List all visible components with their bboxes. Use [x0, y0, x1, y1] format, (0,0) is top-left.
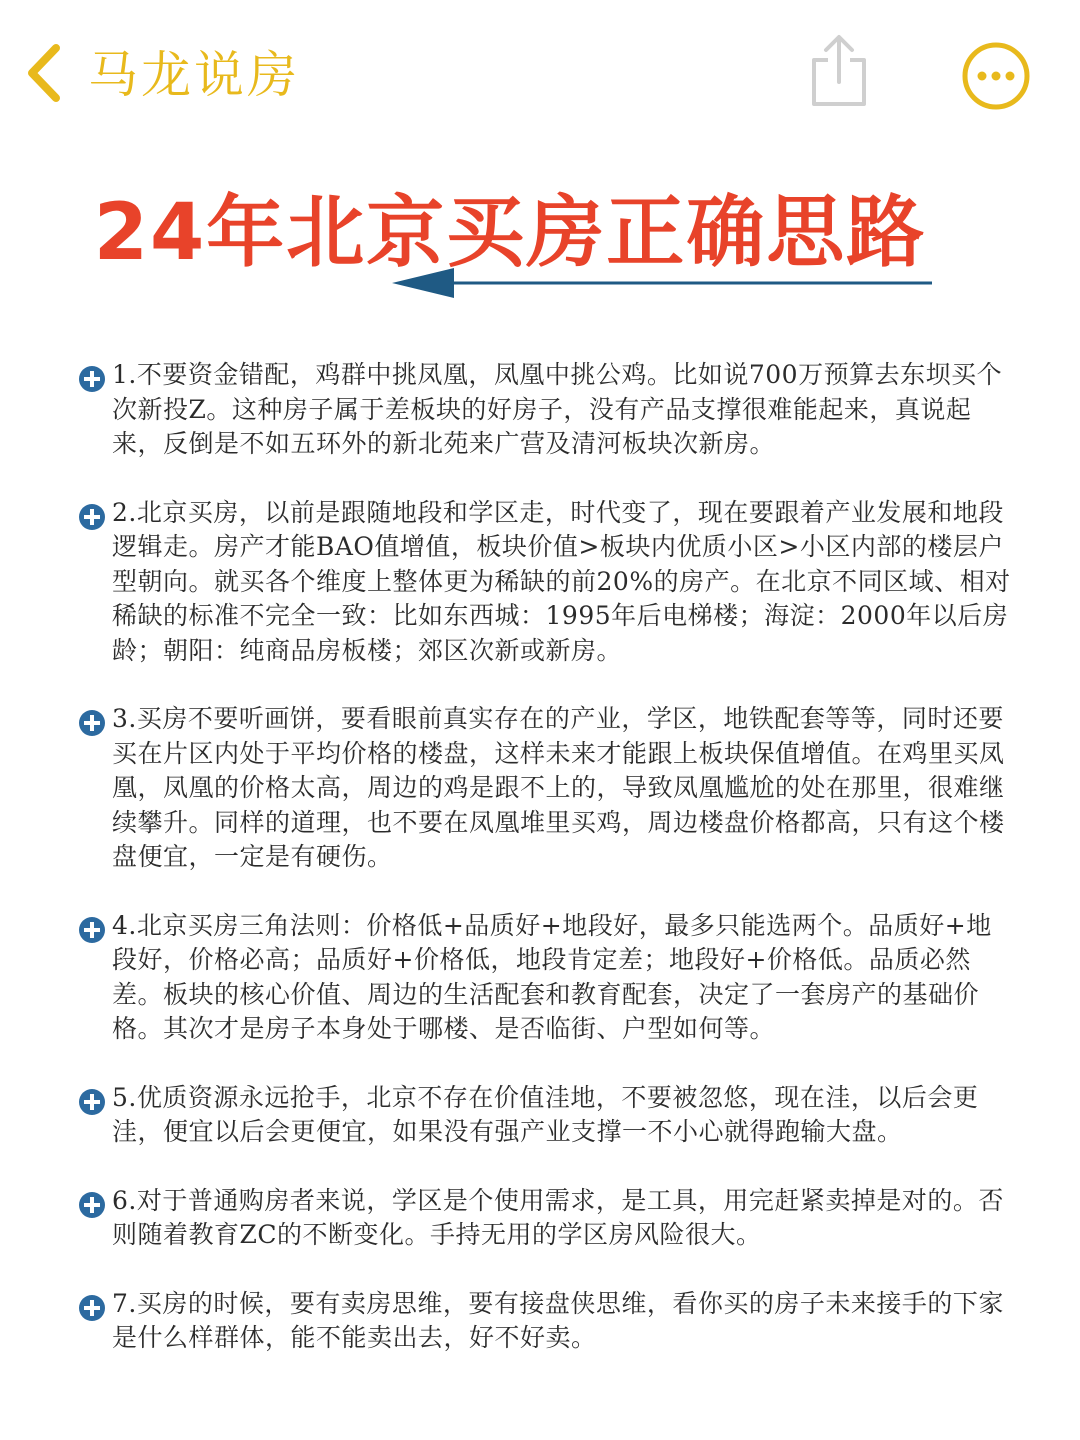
- tip-item: [76, 1081, 1016, 1150]
- arrow-left-icon: [392, 266, 934, 300]
- plus-circle-icon: [78, 916, 106, 944]
- more-button[interactable]: [960, 40, 1032, 112]
- tip-text: 北京买房，以前是跟随地段和学区走，时代变了，现在要跟着产业发展和地段逻辑走。房产才能BAO值增值，板块价值>板块内优质小区>小区内部的楼层户型朝向。就买各个维度上整体更为稀缺的前20%的房产。在北京不同区域、相对稀缺的标准不完全一致：比如东西城：1995年后电梯楼；海淀：2000年以后房龄；朝阳：纯商品房板楼；郊区次新或新房。: [112, 497, 1011, 665]
- plus-circle-icon: [78, 1294, 106, 1322]
- tip-number: 5.: [112, 1082, 137, 1112]
- tip-item: [76, 909, 1016, 1047]
- headline-title: 24年北京买房正确思路: [93, 188, 927, 278]
- tip-item: [76, 702, 1016, 875]
- more-icon: [960, 40, 1032, 112]
- tip-number: 7.: [112, 1288, 137, 1318]
- tip-number: 4.: [112, 910, 137, 940]
- share-icon: [806, 30, 872, 110]
- plus-circle-icon: [78, 1191, 106, 1219]
- chevron-left-icon: [20, 40, 70, 106]
- share-button[interactable]: [806, 30, 872, 110]
- tip-text: 优质资源永远抢手，北京不存在价值洼地，不要被忽悠，现在洼，以后会更洼，便宜以后会更便宜，如果没有强产业支撑一不小心就得跑输大盘。: [112, 1082, 979, 1146]
- tip-number: 3.: [112, 704, 137, 733]
- top-bar: [0, 0, 1080, 150]
- app-title: 马龙说房: [88, 46, 300, 104]
- plus-circle-icon: [78, 365, 106, 393]
- tip-text: 北京买房三角法则：价格低+品质好+地段好，最多只能选两个。品质好+地段好，价格必高；品质好+价格低，地段肯定差；地段好+价格低。品质必然差。板块的核心价值、周边的生活配套和教育配套，决定了一套房产的基础价格。其次才是房子本身处于哪楼、是否临街、户型如何等。: [112, 910, 992, 1043]
- tip-text: 买房不要听画饼，要看眼前真实存在的产业，学区，地铁配套等等，同时还要买在片区内处于平均价格的楼盘，这样未来才能跟上板块保值增值。在鸡里买凤凰，凤凰的价格太高，周边的鸡是跟不上的，导致凤凰尴尬的处在那里，很难继续攀升。同样的道理，也不要在凤凰堆里买鸡，周边楼盘价格都高，只有这个楼盘便宜，一定是有硬伤。: [112, 704, 1005, 871]
- tip-text: 对于普通购房者来说，学区是个使用需求，是工具，用完赶紧卖掉是对的。否则随着教育ZC的不断变化。手持无用的学区房风险很大。: [112, 1185, 1004, 1249]
- tips-list: [76, 358, 1016, 1390]
- tip-item: [76, 1184, 1016, 1253]
- tip-item: [76, 496, 1016, 669]
- tip-item: [76, 1287, 1016, 1356]
- tip-text: 买房的时候，要有卖房思维，要有接盘侠思维，看你买的房子未来接手的下家是什么样群体，能不能卖出去，好不好卖。: [112, 1288, 1004, 1352]
- tip-number: 6.: [112, 1185, 137, 1215]
- plus-circle-icon: [78, 1088, 106, 1116]
- plus-circle-icon: [78, 709, 106, 737]
- tip-item: [76, 358, 1016, 462]
- plus-circle-icon: [78, 503, 106, 531]
- back-button[interactable]: [20, 40, 70, 106]
- tip-number: 1.: [112, 360, 137, 389]
- tip-text: 不要资金错配，鸡群中挑凤凰，凤凰中挑公鸡。比如说700万预算去东坝买个次新投Z。这种房子属于差板块的好房子，没有产品支撑很难能起来，真说起来，反倒是不如五环外的新北苑来广营及清河板块次新房。: [112, 360, 1003, 458]
- tip-number: 2.: [112, 497, 137, 527]
